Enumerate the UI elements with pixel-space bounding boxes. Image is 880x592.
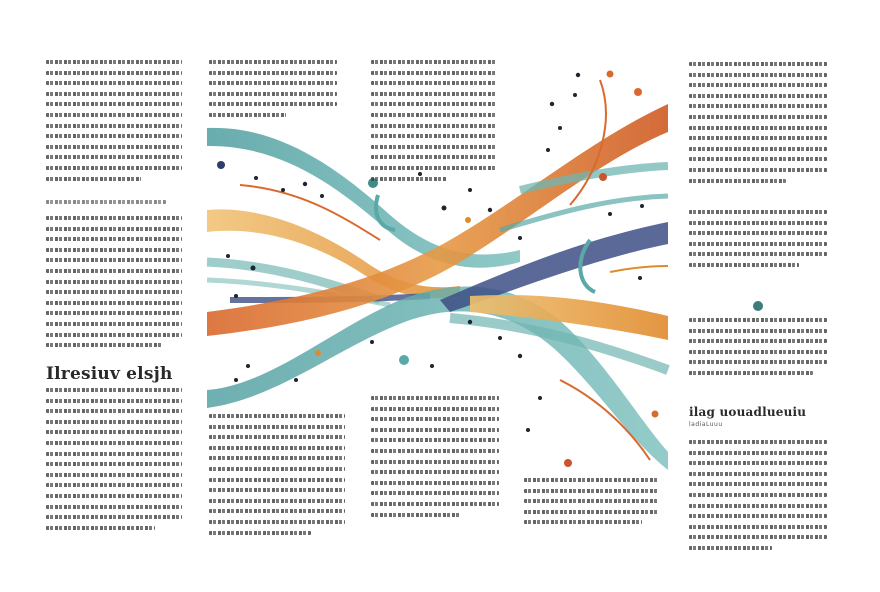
col4-paragraph-bottom [524, 478, 658, 531]
col1-paragraph-2 [46, 216, 182, 354]
col5-paragraph-2 [689, 210, 827, 274]
col1-subhead-line [46, 200, 166, 211]
col2-paragraph-top [209, 60, 337, 124]
col3-paragraph-bottom [371, 396, 499, 523]
col5-paragraph-1 [689, 62, 827, 189]
right-section-heading: ilag uouadlueuiu [689, 405, 807, 419]
col1-paragraph-1 [46, 60, 182, 187]
col3-paragraph-top [371, 60, 497, 187]
col1-paragraph-3 [46, 388, 182, 536]
col5-paragraph-4 [689, 440, 827, 557]
col5-paragraph-3 [689, 318, 827, 382]
col2-paragraph-bottom [209, 414, 345, 541]
right-section-subheading: ladiaLuuu [689, 421, 723, 428]
left-section-heading: Ilresiuv elsjh [46, 364, 173, 384]
